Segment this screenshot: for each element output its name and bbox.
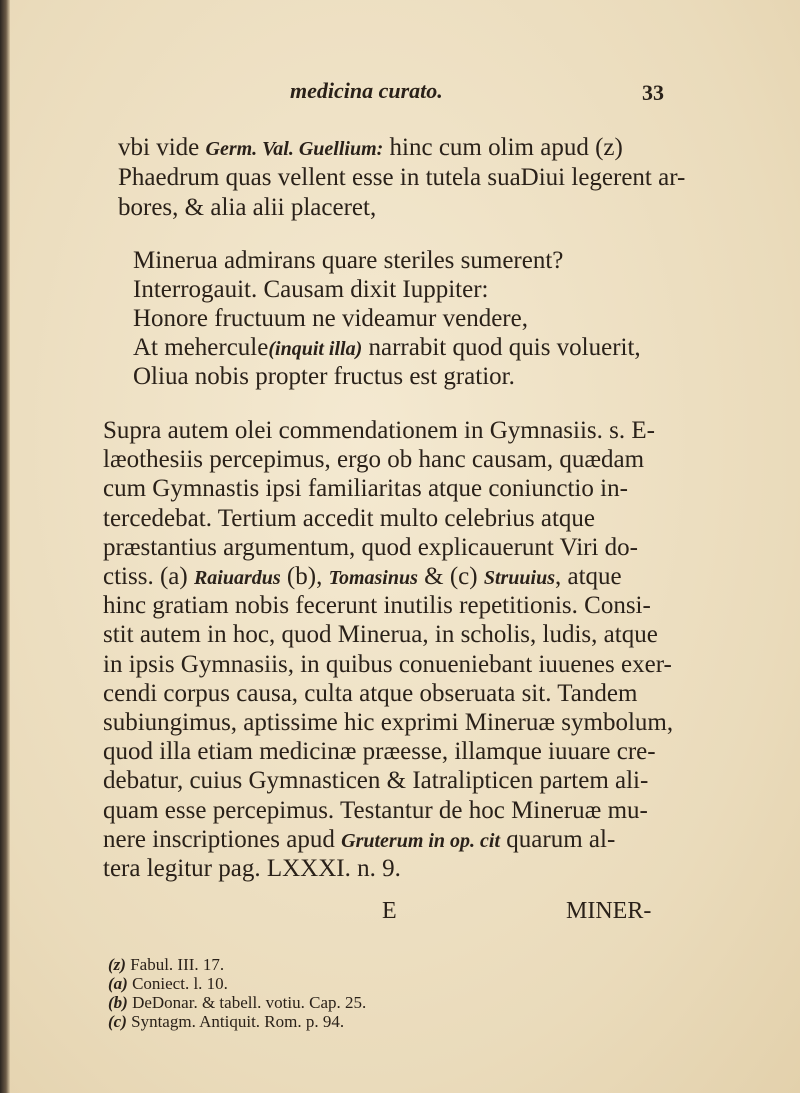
text-line bbox=[103, 796, 648, 826]
italic-text: Germ. Val. Guellium: bbox=[205, 138, 384, 160]
text-segment: stit autem in hoc, quod Minerua, in scholis, ludis, atque bbox=[103, 621, 658, 649]
text-segment: vbi vide bbox=[118, 134, 206, 161]
text-line bbox=[103, 504, 595, 534]
text-line bbox=[103, 825, 615, 856]
footnote bbox=[108, 1012, 344, 1032]
text-segment: (b), bbox=[280, 563, 329, 590]
footnote-text: Coniect. l. 10. bbox=[132, 974, 228, 993]
text-segment: quarum al- bbox=[500, 825, 616, 853]
text-segment: tera legitur pag. LXXXI. n. 9. bbox=[103, 855, 401, 882]
text-segment: ctiss. (a) bbox=[103, 563, 194, 590]
text-segment: Interrogauit. Causam dixit Iuppiter: bbox=[133, 276, 489, 303]
text-line bbox=[103, 474, 628, 504]
text-line bbox=[118, 133, 623, 164]
text-line bbox=[103, 533, 638, 563]
text-segment: Minerua admirans quare steriles sumerent? bbox=[133, 247, 564, 274]
text-line bbox=[103, 591, 651, 621]
text-segment: , atque bbox=[555, 563, 622, 590]
text-line bbox=[103, 854, 401, 884]
text-line bbox=[103, 416, 655, 446]
footnote bbox=[108, 955, 224, 975]
text-segment: præstantius argumentum, quod explicauerunt Viri do- bbox=[103, 533, 638, 561]
text-segment: subiungimus, aptissime hic exprimi Mineruæ symbolum, bbox=[103, 709, 674, 736]
text-line bbox=[103, 650, 672, 680]
footnote-marker: (c) bbox=[108, 1012, 132, 1031]
text-segment: læothesiis percepimus, ergo ob hanc causam, quædam bbox=[103, 446, 645, 474]
text-segment: debatur, cuius Gymnasticen & Iatralipticen partem ali- bbox=[103, 767, 649, 795]
text-segment: & (c) bbox=[417, 563, 484, 590]
catchword: MINER- bbox=[566, 898, 652, 924]
text-segment: in ipsis Gymnasiis, in quibus conueniebant iuuenes exer- bbox=[103, 650, 672, 678]
text-segment: cum Gymnastis ipsi familiaritas atque coniunctio in- bbox=[103, 475, 628, 503]
footnote-text: Syntagm. Antiquit. Rom. p. 94. bbox=[131, 1012, 345, 1031]
footnote-text: DeDonar. & tabell. votiu. Cap. 25. bbox=[132, 993, 367, 1012]
italic-text: (inquit illa) bbox=[268, 338, 363, 360]
verse-line bbox=[133, 362, 515, 392]
verse-line bbox=[133, 275, 488, 305]
binding-edge bbox=[0, 0, 10, 1093]
text-segment: tercedebat. Tertium accedit multo celebrius atque bbox=[103, 504, 596, 532]
text-segment: hinc gratiam nobis fecerunt inutilis repetitionis. Consi- bbox=[103, 592, 651, 620]
footnote-marker: (b) bbox=[108, 993, 133, 1012]
italic-text: Struuius bbox=[483, 567, 556, 589]
page-number: 33 bbox=[642, 80, 664, 105]
signature-mark: E bbox=[382, 898, 397, 924]
text-line bbox=[103, 679, 637, 709]
text-segment: Supra autem olei commendationem in Gymnasiis. s. E- bbox=[103, 417, 655, 444]
text-line bbox=[118, 163, 685, 193]
text-segment: Phaedrum quas vellent esse in tutela suaDiui legerent ar- bbox=[118, 164, 686, 191]
text-line bbox=[118, 193, 376, 223]
text-line bbox=[103, 766, 648, 796]
running-head bbox=[280, 78, 720, 112]
text-segment: narrabit quod quis voluerit, bbox=[362, 334, 641, 361]
text-line bbox=[103, 620, 658, 650]
italic-text: Raiuardus bbox=[193, 567, 281, 589]
text-segment: quod illa etiam medicinæ præesse, illamque iuuare cre- bbox=[103, 738, 656, 766]
text-segment: nere inscriptiones apud bbox=[103, 825, 342, 853]
text-line bbox=[103, 562, 622, 593]
verse-line bbox=[133, 246, 563, 276]
text-segment: At mehercule bbox=[133, 334, 269, 361]
text-segment: hinc cum olim apud (z) bbox=[383, 134, 623, 161]
verse-line bbox=[133, 304, 528, 334]
running-head-title: medicina curato. bbox=[290, 78, 443, 103]
text-line bbox=[103, 708, 673, 738]
italic-text: Tomasinus bbox=[328, 567, 418, 589]
text-segment: quam esse percepimus. Testantur de hoc Mineruæ mu- bbox=[103, 796, 648, 824]
text-segment: Honore fructuum ne videamur vendere, bbox=[133, 305, 528, 332]
footnote-text: Fabul. III. 17. bbox=[130, 955, 225, 974]
text-segment: Oliua nobis propter fructus est gratior. bbox=[133, 363, 515, 390]
text-line bbox=[103, 737, 656, 767]
footnote bbox=[108, 974, 228, 994]
text-line bbox=[103, 445, 644, 475]
italic-text: Gruterum in op. cit bbox=[341, 829, 501, 852]
text-segment: bores, & alia alii placeret, bbox=[118, 194, 377, 221]
verse-line bbox=[133, 333, 641, 364]
footnote-marker: (z) bbox=[108, 955, 131, 974]
text-segment: cendi corpus causa, culta atque obseruata sit. Tandem bbox=[103, 679, 638, 707]
footnote bbox=[108, 993, 366, 1013]
footnote-marker: (a) bbox=[108, 974, 133, 993]
